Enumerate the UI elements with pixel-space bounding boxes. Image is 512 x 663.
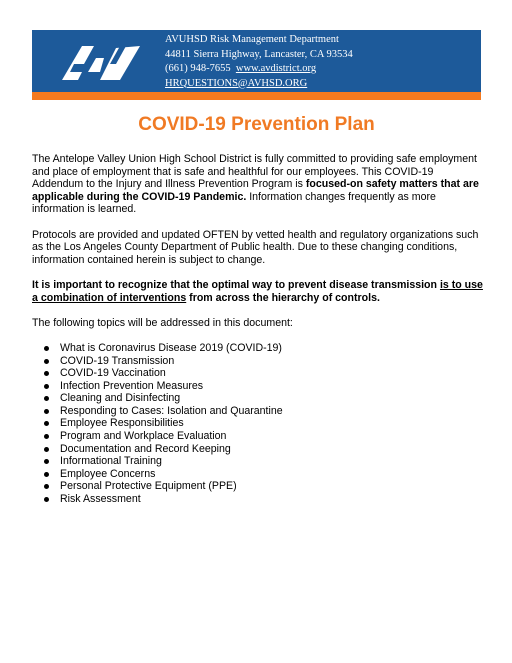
bullet-icon bbox=[44, 396, 49, 401]
list-item-label: COVID-19 Vaccination bbox=[60, 367, 166, 380]
intro-text-b: Information changes frequently as more information is learned. bbox=[32, 190, 436, 216]
list-item bbox=[44, 430, 484, 443]
list-item-label: Personal Protective Equipment (PPE) bbox=[60, 480, 237, 493]
district-logo-icon bbox=[60, 42, 142, 82]
bullet-icon bbox=[44, 409, 49, 414]
list-item bbox=[44, 392, 484, 405]
letterhead-stripe bbox=[32, 92, 481, 100]
department-address: 44811 Sierra Highway, Lancaster, CA 93534 bbox=[165, 48, 353, 60]
protocols-paragraph: Protocols are provided and updated OFTEN by vetted health and regulatory organizations such as the Los Angeles County Department of Public health. Due to these changing conditions, information contained herein is subject to change. bbox=[32, 228, 479, 266]
list-item bbox=[44, 417, 484, 430]
list-item-label: Program and Workplace Evaluation bbox=[60, 430, 227, 443]
list-item bbox=[44, 342, 484, 355]
intro-paragraph bbox=[32, 153, 484, 216]
list-item-label: What is Coronavirus Disease 2019 (COVID-19) bbox=[60, 341, 282, 354]
list-item bbox=[44, 367, 484, 380]
bullet-icon bbox=[44, 434, 49, 439]
interventions-text-underline: is to use a combination of interventions bbox=[32, 278, 483, 304]
list-item-label: Documentation and Record Keeping bbox=[60, 442, 231, 455]
list-item-label: Cleaning and Disinfecting bbox=[60, 392, 181, 405]
list-item bbox=[44, 455, 484, 468]
contact-line bbox=[165, 62, 475, 77]
list-item bbox=[44, 468, 484, 481]
bullet-icon bbox=[44, 346, 49, 351]
interventions-text-b: from across the hierarchy of controls. bbox=[186, 291, 380, 304]
list-item bbox=[44, 443, 484, 456]
list-item bbox=[44, 405, 484, 418]
list-item-label: Employee Concerns bbox=[60, 467, 156, 480]
list-item-label: Responding to Cases: Isolation and Quarantine bbox=[60, 404, 283, 417]
document-body bbox=[32, 153, 484, 506]
interventions-text-a: It is important to recognize that the optimal way to prevent disease transmission bbox=[32, 278, 440, 291]
bullet-icon bbox=[44, 421, 49, 426]
bullet-icon bbox=[44, 472, 49, 477]
list-item-label: Risk Assessment bbox=[60, 493, 141, 506]
list-item-label: Infection Prevention Measures bbox=[60, 379, 204, 392]
topics-list bbox=[32, 342, 484, 506]
document-title: COVID-19 Prevention Plan bbox=[138, 114, 375, 135]
bullet-icon bbox=[44, 459, 49, 464]
list-item bbox=[44, 480, 484, 493]
department-phone: (661) 948-7655 bbox=[165, 63, 231, 74]
letterhead-contact bbox=[165, 33, 475, 91]
interventions-paragraph bbox=[32, 279, 484, 304]
bullet-icon bbox=[44, 484, 49, 489]
intro-text-a: The Antelope Valley Union High School District is fully committed to providing safe employment and place of employment that is safe and healthful for our employees. This COVID-19 Addendum to the Injury and Illness Prevention Program is bbox=[32, 153, 477, 191]
list-item bbox=[44, 493, 484, 506]
bullet-icon bbox=[44, 384, 49, 389]
topics-intro: The following topics will be addressed in this document: bbox=[32, 316, 293, 329]
intro-text-bold: focused-on safety matters that are applicable during the COVID-19 Pandemic. bbox=[32, 178, 479, 203]
list-item-label: Employee Responsibilities bbox=[60, 417, 184, 430]
list-item-label: COVID-19 Transmission bbox=[60, 354, 175, 367]
website-link[interactable]: www.avdistrict.org bbox=[235, 63, 317, 74]
list-item-label: Informational Training bbox=[60, 455, 162, 468]
bullet-icon bbox=[44, 497, 49, 502]
email-link[interactable]: HRQUESTIONS@AVHSD.ORG bbox=[165, 77, 308, 89]
list-item bbox=[44, 380, 484, 393]
department-name: AVUHSD Risk Management Department bbox=[165, 34, 339, 45]
bullet-icon bbox=[44, 447, 49, 452]
list-item bbox=[44, 355, 484, 368]
bullet-icon bbox=[44, 371, 49, 376]
bullet-icon bbox=[44, 359, 49, 364]
